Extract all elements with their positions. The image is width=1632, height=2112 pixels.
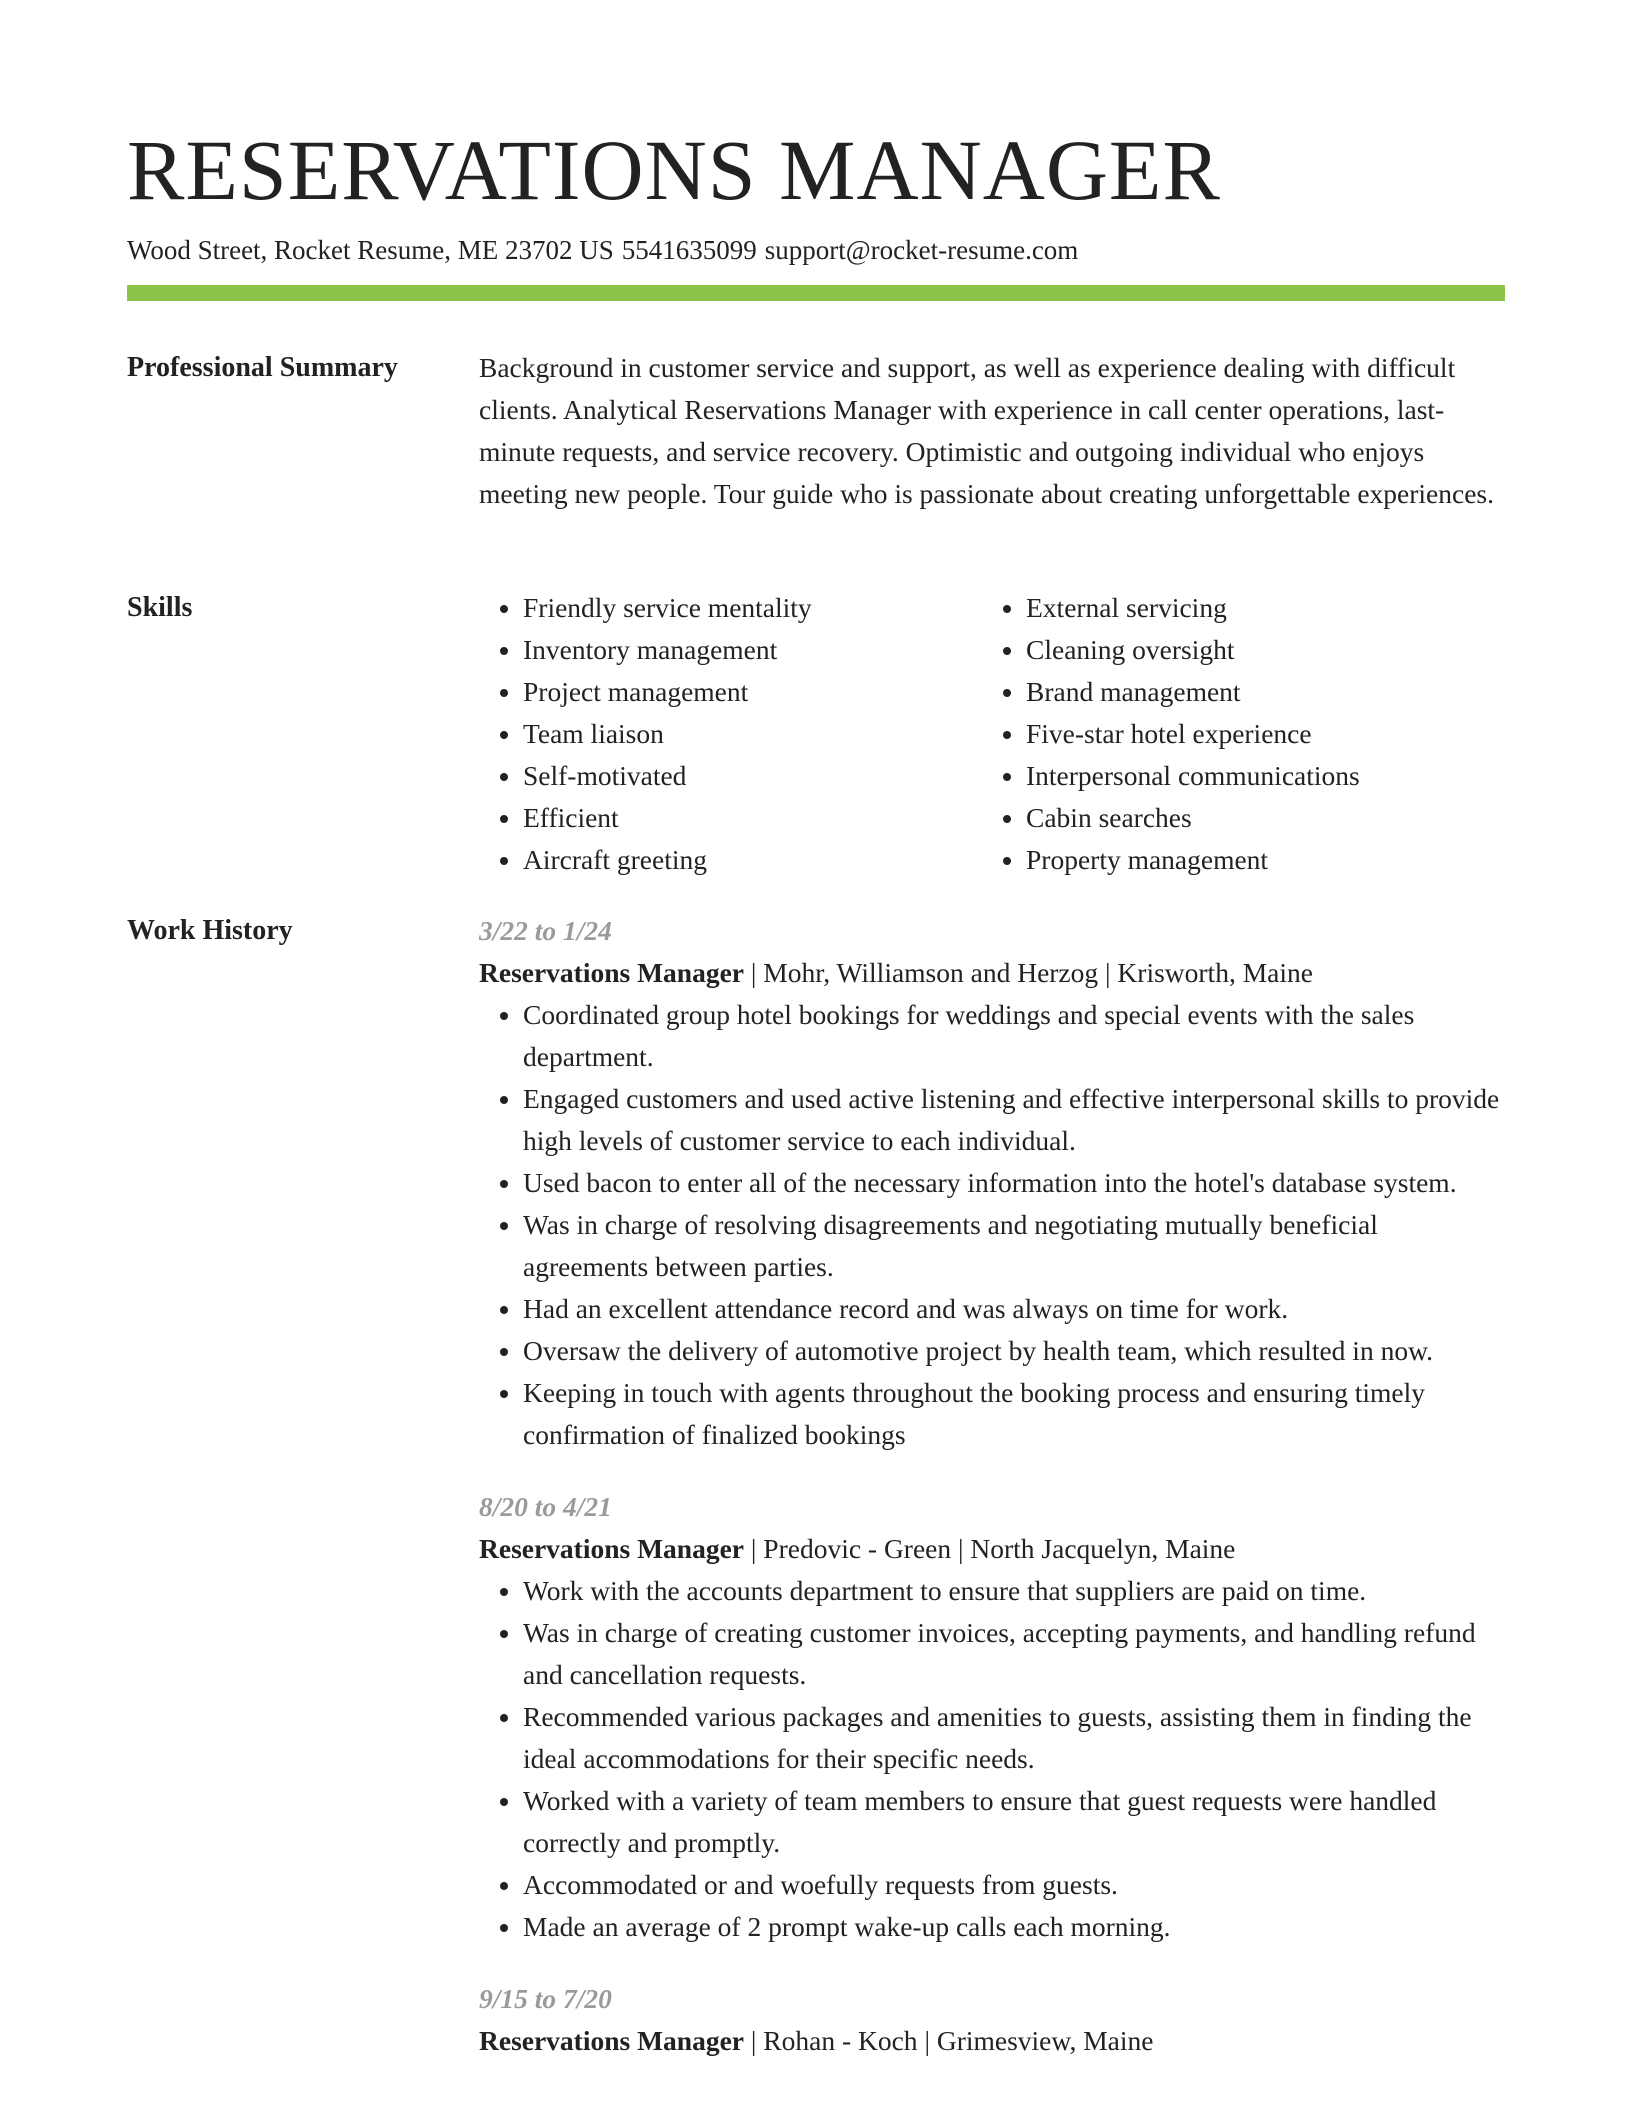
work-history-body xyxy=(479,910,1505,2092)
job-heading: Reservations Manager | Predovic - Green | North Jacquelyn, Maine xyxy=(479,1533,1236,1564)
job-entry xyxy=(479,910,1505,1456)
skill-item: • Efficient xyxy=(523,797,979,839)
job-duty: • Was in charge of resolving disagreements and negotiating mutually beneficial agreements between parties. xyxy=(523,1204,1505,1288)
job-duty: • Worked with a variety of team members to ensure that guest requests were handled correctly and promptly. xyxy=(523,1780,1505,1864)
skill-item: • Team liaison xyxy=(523,713,979,755)
summary-section xyxy=(127,347,1505,527)
skill-item: • Cleaning oversight xyxy=(1026,629,1482,671)
job-duty: • Used bacon to enter all of the necessary information into the hotel's database system. xyxy=(523,1162,1505,1204)
candidate-name: RESERVATIONS MANAGER xyxy=(127,122,1221,218)
section-heading-work-history: Work History xyxy=(127,915,293,946)
job-duty: • Engaged customers and used active listening and effective interpersonal skills to provide high levels of customer service to each individual. xyxy=(523,1078,1505,1162)
job-duty: • Was in charge of creating customer invoices, accepting payments, and handling refund and cancellation requests. xyxy=(523,1612,1505,1696)
job-duty: • Made an average of 2 prompt wake-up calls each morning. xyxy=(523,1906,1505,1948)
skill-item: • Interpersonal communications xyxy=(1026,755,1482,797)
job-duty: • Oversaw the delivery of automotive project by health team, which resulted in now. xyxy=(523,1330,1505,1372)
work-history-section xyxy=(127,910,1505,2110)
skill-item: • Brand management xyxy=(1026,671,1482,713)
skill-item: • Self-motivated xyxy=(523,755,979,797)
resume-header xyxy=(127,118,1505,268)
skill-item: • Cabin searches xyxy=(1026,797,1482,839)
job-company: Mohr, Williamson and Herzog xyxy=(763,957,1099,988)
job-dates: 3/22 to 1/24 xyxy=(479,915,612,946)
job-dates: 9/15 to 7/20 xyxy=(479,1983,612,2014)
skill-item: • Property management xyxy=(1026,839,1482,881)
job-duty: • Coordinated group hotel bookings for weddings and special events with the sales department. xyxy=(523,994,1505,1078)
section-heading-skills: Skills xyxy=(127,592,193,623)
job-entry xyxy=(479,1978,1505,2062)
contact-address: Wood Street, Rocket Resume, ME 23702 US xyxy=(127,235,614,265)
skill-item: • External servicing xyxy=(1026,587,1482,629)
job-duty: • Accommodated or and woefully requests from guests. xyxy=(523,1864,1505,1906)
job-duty: • Had an excellent attendance record and was always on time for work. xyxy=(523,1288,1505,1330)
job-title: Reservations Manager xyxy=(479,2025,745,2056)
skill-item: • Inventory management xyxy=(523,629,979,671)
job-dates: 8/20 to 4/21 xyxy=(479,1491,612,1522)
section-heading-summary: Professional Summary xyxy=(127,352,398,383)
contact-line xyxy=(127,232,1505,268)
summary-body xyxy=(479,347,1505,515)
job-duties xyxy=(479,994,1505,1456)
job-title: Reservations Manager xyxy=(479,1533,745,1564)
skill-item: • Aircraft greeting xyxy=(523,839,979,881)
job-duties xyxy=(479,1570,1505,1948)
skill-item: • Five-star hotel experience xyxy=(1026,713,1482,755)
job-title: Reservations Manager xyxy=(479,957,745,988)
contact-email: support@rocket-resume.com xyxy=(764,235,1079,265)
job-company: Predovic - Green xyxy=(763,1533,952,1564)
skills-column-1 xyxy=(479,587,979,881)
job-heading: Reservations Manager | Mohr, Williamson and Herzog | Krisworth, Maine xyxy=(479,957,1313,988)
job-location: Grimesview, Maine xyxy=(936,2025,1154,2056)
contact-phone: 5541635099 xyxy=(621,235,757,265)
job-company: Rohan - Koch xyxy=(763,2025,918,2056)
skills-section xyxy=(127,587,1505,887)
job-duty: • Keeping in touch with agents throughout the booking process and ensuring timely confirmation of finalized bookings xyxy=(523,1372,1505,1456)
job-location: Krisworth, Maine xyxy=(1117,957,1313,988)
skills-column-2 xyxy=(982,587,1482,881)
job-entry xyxy=(479,1486,1505,1948)
job-duty: • Work with the accounts department to ensure that suppliers are paid on time. xyxy=(523,1570,1505,1612)
skill-item: • Friendly service mentality xyxy=(523,587,979,629)
accent-divider xyxy=(127,285,1505,301)
job-duty: • Recommended various packages and amenities to guests, assisting them in finding the ideal accommodations for their specific needs. xyxy=(523,1696,1505,1780)
job-location: North Jacquelyn, Maine xyxy=(970,1533,1236,1564)
skill-item: • Project management xyxy=(523,671,979,713)
job-heading: Reservations Manager | Rohan - Koch | Grimesview, Maine xyxy=(479,2025,1154,2056)
summary-text: Background in customer service and support, as well as experience dealing with difficult clients. Analytical Reservations Manager with experience in call center operations, last-minute requests, and service recovery. Optimistic and outgoing individual who enjoys meeting new people. Tour guide who is passionate about creating unforgettable experiences. xyxy=(479,352,1495,509)
